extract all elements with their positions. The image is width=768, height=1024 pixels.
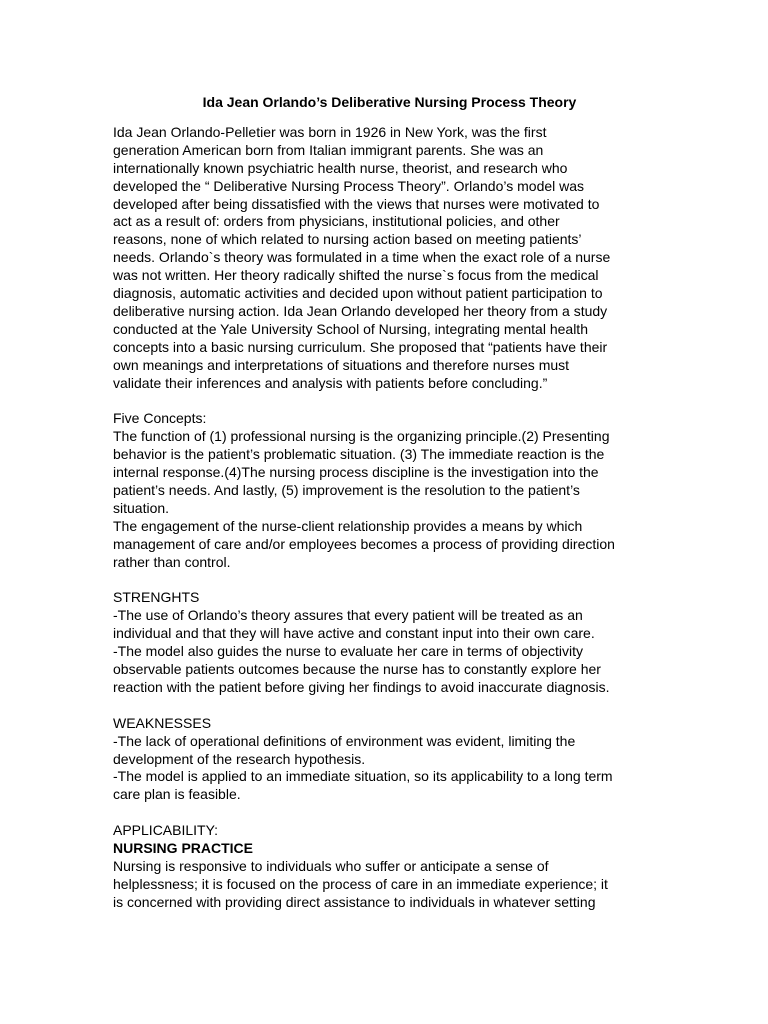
weaknesses-heading: WEAKNESSES — [113, 714, 212, 731]
concepts-paragraph: The function of (1) professional nursing is the organizing principle.(2) Presenting behavior is the patient’s problematic situation. (3) The immediate reaction is the internal response.(4)The nursing process discipline is the investigation into the patient’s needs. And lastly, (5) improvement is the resolution to the patient’s situation. The engagement of the nurse-client relationship provides a means by which management of care and/or employees becomes a process of providing direction rather than control. — [113, 428, 615, 570]
weaknesses-paragraph: -The lack of operational definitions of environment was evident, limiting the development of the research hypothesis. -The model is applied to an immediate situation, so its applicability to a long term care plan is feasible. — [113, 732, 613, 803]
intro-paragraph: Ida Jean Orlando-Pelletier was born in 1926 in New York, was the first generation American born from Italian immigrant parents. She was an internationally known psychiatric health nurse, theorist, and research who developed the “ Deliberative Nursing Process Theory”. Orlando’s model was developed after being dissatisfied with the views that nurses were motivated to act as a result of: orders from physicians, institutional policies, and other reasons, none of which related to nursing action based on meeting patients’ needs. Orlando`s theory was formulated in a time when the exact role of a nurse was not written. Her theory radically shifted the nurse`s focus from the medical diagnosis, automatic activities and decided upon without patient participation to deliberative nursing action. Ida Jean Orlando developed her theory from a study conducted at the Yale University School of Nursing, integrating mental health concepts into a basic nursing curriculum. She proposed that “patients have their own meanings and interpretations of situations and therefore nurses must validate their inferences and analysis with patients before concluding.” — [113, 123, 611, 391]
concepts-heading: Five Concepts: — [113, 410, 207, 427]
spacer — [113, 697, 658, 715]
document-page — [113, 94, 658, 912]
spacer — [113, 393, 658, 411]
nursing-practice-heading: NURSING PRACTICE — [113, 840, 254, 857]
document-title: Ida Jean Orlando’s Deliberative Nursing Process Theory — [202, 94, 577, 110]
spacer — [113, 804, 658, 822]
nursing-practice-paragraph: Nursing is responsive to individuals who suffer or anticipate a sense of helplessness; it is focused on the process of care in an immediate experience; it is concerned with providing direct assistance to individuals in whatever setting — [113, 858, 608, 910]
spacer — [113, 572, 658, 590]
applicability-heading: APPLICABILITY: — [113, 822, 219, 839]
strengths-paragraph: -The use of Orlando’s theory assures that every patient will be treated as an individual and that they will have active and constant input into their own care. -The model also guides the nurse to evaluate her care in terms of objectivity observable patients outcomes because the nurse has to constantly explore her reaction with the patient before giving her findings to avoid inaccurate diagnosis. — [113, 607, 610, 695]
strengths-heading: STRENGHTS — [113, 589, 200, 606]
